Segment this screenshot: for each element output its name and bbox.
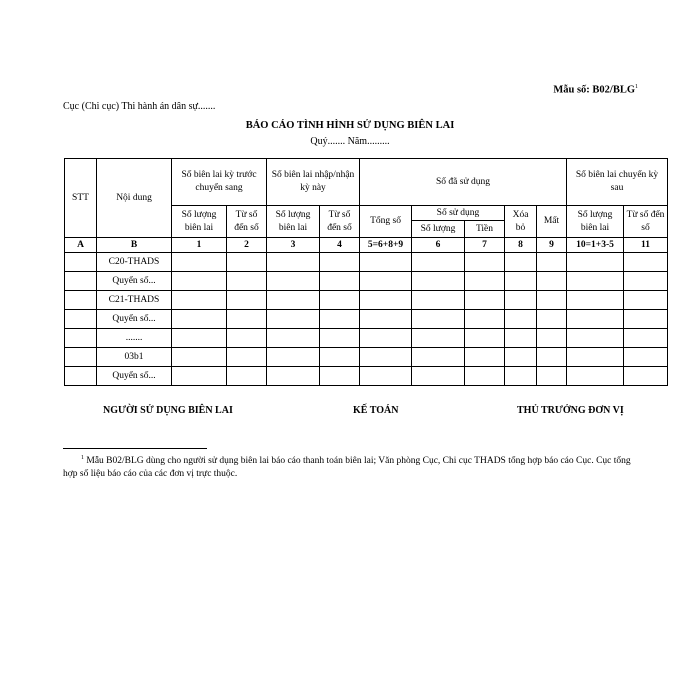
index-cell: 11 — [624, 238, 668, 253]
table-cell — [412, 253, 465, 272]
table-cell — [360, 367, 412, 386]
table-row — [65, 310, 668, 329]
table-cell — [172, 272, 227, 291]
table-cell — [412, 310, 465, 329]
table-cell — [227, 253, 267, 272]
table-cell — [537, 310, 567, 329]
row-content: Quyển số... — [97, 272, 172, 291]
report-period: Quý....... Năm......... — [310, 136, 390, 147]
table-cell — [172, 310, 227, 329]
table-cell — [412, 348, 465, 367]
form-code — [553, 84, 638, 96]
table-cell — [227, 329, 267, 348]
table-cell — [227, 310, 267, 329]
report-title: BÁO CÁO TÌNH HÌNH SỬ DỤNG BIÊN LAI — [245, 120, 455, 131]
header-recv-quantity: Số lượng biên lai — [267, 206, 320, 238]
header-used: Số đã sử dụng — [360, 159, 567, 206]
table-cell — [65, 272, 97, 291]
table-cell — [320, 272, 360, 291]
table-cell — [320, 329, 360, 348]
table-cell — [65, 310, 97, 329]
table-cell — [567, 329, 624, 348]
table-row — [65, 272, 668, 291]
table-cell — [320, 291, 360, 310]
table-cell — [537, 291, 567, 310]
row-content: C21-THADS — [97, 291, 172, 310]
table-cell — [537, 348, 567, 367]
header-cancelled: Xóa bỏ — [505, 206, 537, 238]
header-prev-from-to: Từ số đến số — [227, 206, 267, 238]
table-cell — [465, 291, 505, 310]
column-index-row — [65, 238, 668, 253]
header-prev-quantity: Số lượng biên lai — [172, 206, 227, 238]
header-next-quantity: Số lượng biên lai — [567, 206, 624, 238]
header-used-count: Số sử dụng — [412, 206, 505, 221]
table-cell — [320, 253, 360, 272]
table-cell — [624, 291, 668, 310]
row-content: Quyển số... — [97, 310, 172, 329]
table-cell — [172, 253, 227, 272]
table-cell — [624, 329, 668, 348]
index-cell: A — [65, 238, 97, 253]
index-cell: 5=6+8+9 — [360, 238, 412, 253]
table-cell — [267, 329, 320, 348]
row-content: C20-THADS — [97, 253, 172, 272]
table-cell — [624, 272, 668, 291]
table-cell — [267, 367, 320, 386]
index-cell: 8 — [505, 238, 537, 253]
footnote — [63, 452, 643, 480]
table-cell — [267, 291, 320, 310]
table-cell — [172, 367, 227, 386]
table-cell — [267, 348, 320, 367]
table-row — [65, 329, 668, 348]
table-cell — [360, 310, 412, 329]
table-cell — [567, 253, 624, 272]
header-lost: Mất — [537, 206, 567, 238]
footnote-ref: 1 — [81, 455, 84, 461]
table-cell — [624, 348, 668, 367]
header-used-quantity: Số lượng — [412, 221, 465, 238]
table-cell — [65, 367, 97, 386]
table-cell — [465, 272, 505, 291]
table-cell — [505, 253, 537, 272]
index-cell: 7 — [465, 238, 505, 253]
table-row — [65, 291, 668, 310]
table-cell — [360, 329, 412, 348]
table-cell — [65, 253, 97, 272]
receipt-usage-table — [64, 158, 668, 386]
table-cell — [227, 367, 267, 386]
table-cell — [537, 272, 567, 291]
table-cell — [227, 348, 267, 367]
table-cell — [624, 367, 668, 386]
table-cell — [412, 367, 465, 386]
footnote-divider — [63, 448, 207, 449]
header-next-from-to: Từ số đến số — [624, 206, 668, 238]
table-cell — [360, 253, 412, 272]
header-total: Tổng số — [360, 206, 412, 238]
header-stt: STT — [65, 159, 97, 238]
table-cell — [465, 310, 505, 329]
header-previous-period: Số biên lai kỳ trước chuyển sang — [172, 159, 267, 206]
header-used-money: Tiền — [465, 221, 505, 238]
table-cell — [505, 329, 537, 348]
index-cell: B — [97, 238, 172, 253]
table-cell — [172, 348, 227, 367]
table-cell — [537, 329, 567, 348]
table-cell — [567, 310, 624, 329]
table-cell — [267, 272, 320, 291]
table-cell — [537, 367, 567, 386]
table-cell — [412, 329, 465, 348]
index-cell: 3 — [267, 238, 320, 253]
header-next-period: Số biên lai chuyển kỳ sau — [567, 159, 668, 206]
table-cell — [567, 291, 624, 310]
index-cell: 10=1+3-5 — [567, 238, 624, 253]
header-recv-from-to: Từ số đến số — [320, 206, 360, 238]
table-cell — [624, 310, 668, 329]
table-cell — [505, 367, 537, 386]
row-content: Quyển số... — [97, 367, 172, 386]
table-cell — [505, 310, 537, 329]
row-content: ....... — [97, 329, 172, 348]
table-cell — [227, 291, 267, 310]
table-cell — [567, 348, 624, 367]
row-content: 03b1 — [97, 348, 172, 367]
table-cell — [465, 348, 505, 367]
table-cell — [267, 253, 320, 272]
table-cell — [505, 348, 537, 367]
index-cell: 4 — [320, 238, 360, 253]
signature-receipt-user: NGƯỜI SỬ DỤNG BIÊN LAI — [103, 405, 233, 416]
footnote-text: Mẫu B02/BLG dùng cho người sử dụng biên lai báo cáo thanh toán biên lai; Văn phòng Cục, Chi cục THADS tổng hợp báo cáo Cục. Cục tổng hợp số liệu báo cáo của các đơn vị trực thuộc. — [63, 456, 631, 479]
table-cell — [267, 310, 320, 329]
header-content: Nội dung — [97, 159, 172, 238]
table-cell — [227, 272, 267, 291]
table-cell — [320, 367, 360, 386]
table-cell — [65, 348, 97, 367]
form-code-footnote-ref: 1 — [635, 84, 638, 90]
table-cell — [320, 348, 360, 367]
table-cell — [465, 329, 505, 348]
table-cell — [505, 272, 537, 291]
table-cell — [537, 253, 567, 272]
table-cell — [360, 348, 412, 367]
table-cell — [65, 329, 97, 348]
signature-unit-head: THỦ TRƯỞNG ĐƠN VỊ — [517, 405, 624, 416]
index-cell: 2 — [227, 238, 267, 253]
form-code-label: Mẫu số: B02/BLG — [553, 84, 635, 96]
signature-accountant: KẾ TOÁN — [353, 405, 399, 416]
table-cell — [320, 310, 360, 329]
table-row — [65, 367, 668, 386]
index-cell: 6 — [412, 238, 465, 253]
index-cell: 1 — [172, 238, 227, 253]
table-cell — [465, 367, 505, 386]
table-cell — [412, 272, 465, 291]
table-cell — [465, 253, 505, 272]
header-received-this-period: Số biên lai nhập/nhận kỳ này — [267, 159, 360, 206]
table-cell — [172, 291, 227, 310]
table-cell — [360, 291, 412, 310]
table-cell — [172, 329, 227, 348]
table-cell — [567, 272, 624, 291]
table-row — [65, 348, 668, 367]
table-row — [65, 253, 668, 272]
agency-name: Cục (Chi cục) Thi hành án dân sự....... — [63, 101, 216, 112]
table-cell — [360, 272, 412, 291]
table-cell — [505, 291, 537, 310]
table-cell — [567, 367, 624, 386]
table-cell — [65, 291, 97, 310]
table-cell — [412, 291, 465, 310]
index-cell: 9 — [537, 238, 567, 253]
table-cell — [624, 253, 668, 272]
